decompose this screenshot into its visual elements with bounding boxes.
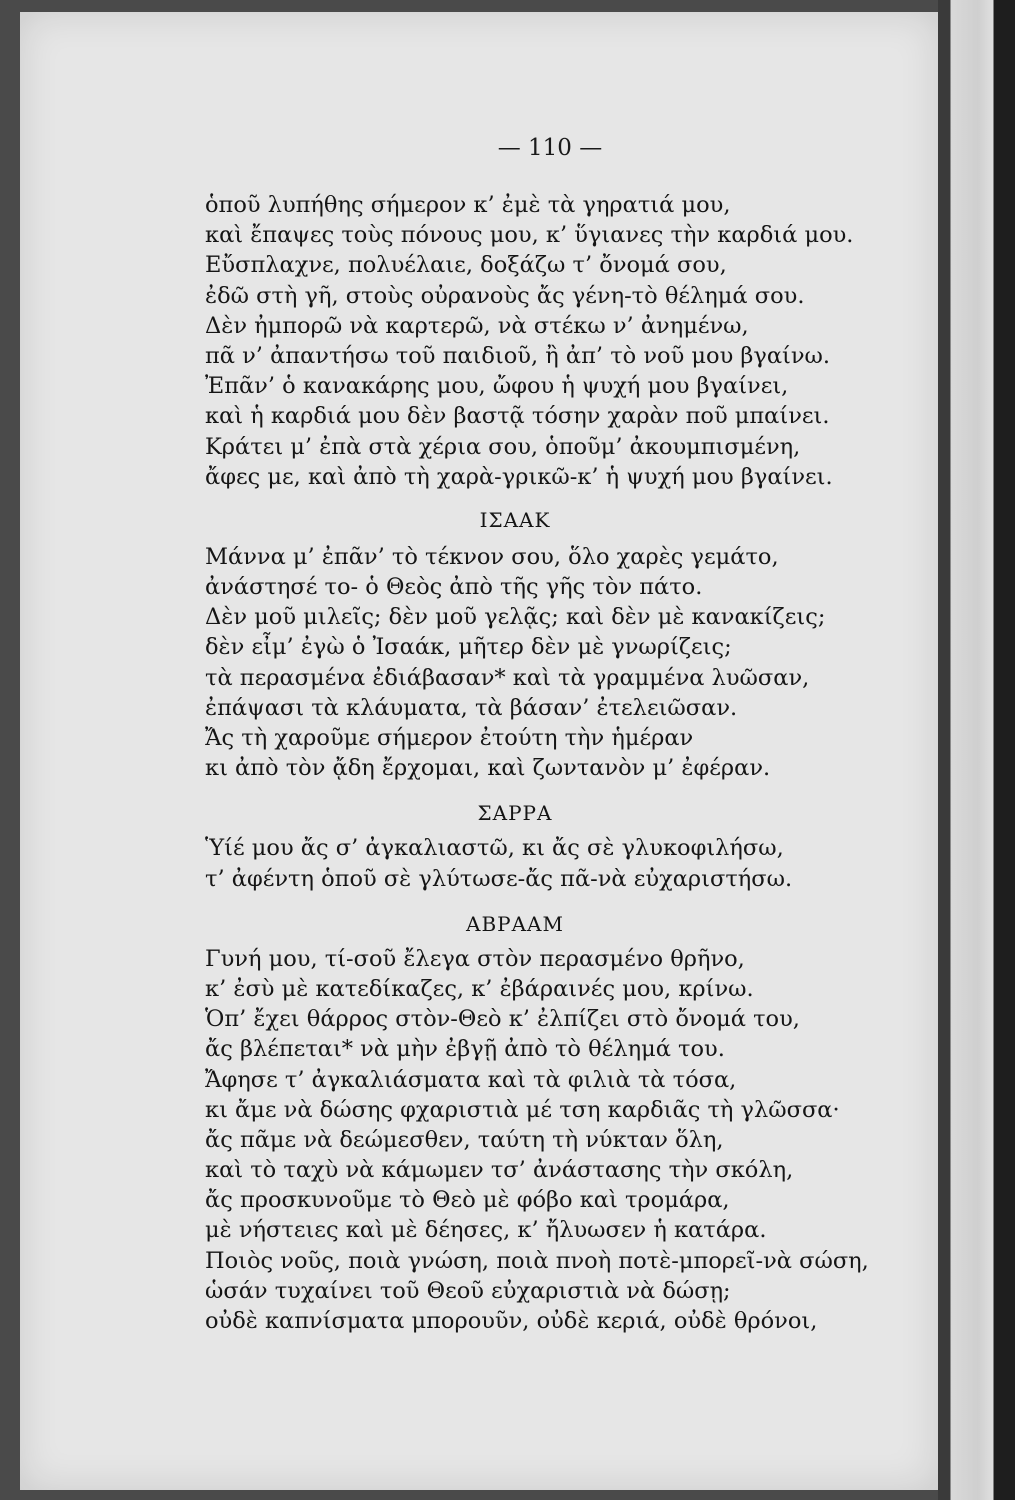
verse-line: Ἐπᾶν’ ὁ κανακάρης μου, ὤφου ἡ ψυχή μου βγαίνει, — [205, 373, 789, 400]
speaker-heading-isaak: ΙΣΑΑΚ — [479, 507, 551, 532]
stanza-avraam — [205, 944, 925, 1336]
verse-line: ἄς προσκυνοῦμε τὸ Θεὸ μὲ φόβο καὶ τρομάρα, — [205, 1187, 730, 1214]
verse-line: τὰ περασμένα ἐδιάβασαν* καὶ τὰ γραμμένα λυῶσαν, — [205, 664, 810, 691]
verse-line: ὡσάν τυχαίνει τοῦ Θεοῦ εὐχαριστιὰ νὰ δώσῃ; — [205, 1277, 731, 1304]
page-edge-binding — [938, 0, 1015, 1500]
verse-line: Ἄφησε τ’ ἀγκαλιάσματα καὶ τὰ φιλιὰ τὰ τόσα, — [205, 1066, 737, 1093]
stanza-sarra — [205, 833, 925, 893]
verse-line: ἄς πᾶμε νὰ δεώμεσθεν, ταύτη τὴ νύκταν ὅλη, — [205, 1126, 724, 1153]
verse-line: Ἄς τὴ χαροῦμε σήμερον ἐτούτη τὴν ἡμέραν — [205, 725, 694, 751]
verse-line: καὶ ἔπαψες τοὺς πόνους μου, κ’ ὕγιανες τὴν καρδιά μου. — [205, 222, 854, 249]
verse-line: οὐδὲ καπνίσματα μπορουῦν, οὐδὲ κεριά, οὐδὲ θρόνοι, — [205, 1308, 818, 1334]
verse-line: ἀνάστησέ το- ὁ Θεὸς ἀπὸ τῆς γῆς τὸν πάτο. — [205, 574, 703, 601]
speaker-heading-sarra: ΣΑΡΡΑ — [477, 801, 553, 826]
verse-line: τ’ ἀφέντη ὁποῦ σὲ γλύτωσε-ἄς πᾶ-νὰ εὐχαριστήσω. — [205, 865, 793, 892]
verse-line: Ὑίέ μου ἄς σ’ ἀγκαλιαστῶ, κι ἄς σὲ γλυκοφιλήσω, — [205, 835, 784, 862]
verse-line: Δὲν μοῦ μιλεῖς; δὲν μοῦ γελᾷς; καὶ δὲν μὲ κανακίζεις; — [205, 604, 826, 631]
verse-line: κι ἀπὸ τὸν ᾄδη ἔρχομαι, καὶ ζωντανὸν μ’ ἐφέραν. — [205, 755, 771, 782]
verse-line: καὶ ἡ καρδιά μου δὲν βαστᾷ τόσην χαρὰν ποῦ μπαίνει. — [205, 403, 830, 430]
verse-line: Εὔσπλαχνε, πολυέλαιε, δοξάζω τ’ ὄνομά σου, — [205, 252, 727, 279]
verse-line: κ’ ἐσὺ μὲ κατεδίκαζες, κ’ ἐβάραινές μου, κρίνω. — [205, 975, 754, 1002]
stanza-isaak — [205, 542, 925, 784]
verse-line: Ὁπ’ ἔχει θάρρος στὸν-Θεὸ κ’ ἐλπίζει στὸ ὄνομά του, — [205, 1006, 800, 1033]
verse-line: πᾶ ν’ ἀπαντήσω τοῦ παιδιοῦ, ἢ ἀπ’ τὸ νοῦ μου βγαίνω. — [205, 342, 831, 369]
verse-line: ἐπάψασι τὰ κλάυματα, τὰ βάσαν’ ἐτελειῶσαν. — [205, 694, 738, 721]
verse-line: ἄς βλέπεται* νὰ μὴν ἐβγῇ ἀπὸ τὸ θέλημά του. — [205, 1036, 725, 1063]
verse-line: Ποιὸς νοῦς, ποιὰ γνώση, ποιὰ πνοὴ ποτὲ-μπορεῖ-νὰ σώση, — [205, 1247, 869, 1274]
speaker-heading-avraam: ΑΒΡΑΑΜ — [466, 911, 564, 936]
verse-line: Μάννα μ’ ἐπᾶν’ τὸ τέκνον σου, ὅλο χαρὲς γεμάτο, — [205, 543, 779, 570]
verse-line: Δὲν ἠμπορῶ νὰ καρτερῶ, νὰ στέκω ν’ ἀνημένω, — [205, 312, 749, 339]
verse-line: ὁποῦ λυπήθης σήμερον κ’ ἐμὲ τὰ γηρατιά μου, — [205, 192, 731, 218]
verse-line: ἄφες με, καὶ ἀπὸ τὴ χαρὰ-γρικῶ-κ’ ἡ ψυχή μου βγαίνει. — [205, 463, 833, 490]
verse-line: Γυνή μου, τί-σοῦ ἔλεγα στὸν περασμένο θρῆνο, — [205, 945, 745, 972]
page-number: — 110 — — [497, 135, 603, 161]
stanza-1 — [205, 190, 925, 492]
verse-line: κι ἄμε νὰ δώσης φχαριστιὰ μέ τση καρδιᾶς τὴ γλῶσσα· — [205, 1096, 840, 1123]
verse-line: δὲν εἶμ’ ἐγὼ ὁ Ἰσαάκ, μῆτερ δὲν μὲ γνωρίζεις; — [205, 634, 732, 661]
poem-text — [205, 190, 925, 1336]
verse-line: μὲ νήστειες καὶ μὲ δέησες, κ’ ἤλυωσεν ἡ κατάρα. — [205, 1217, 767, 1244]
verse-line: Κράτει μ’ ἐπὰ στὰ χέρια σου, ὁποῦμ’ ἀκουμπισμένη, — [205, 433, 801, 460]
verse-line: ἐδῶ στὴ γῆ, στοὺς οὐρανοὺς ἄς γένη-τὸ θέλημά σου. — [205, 282, 805, 309]
verse-line: καὶ τὸ ταχὺ νὰ κάμωμεν τσ’ ἀνάστασης τὴν σκόλη, — [205, 1157, 794, 1184]
